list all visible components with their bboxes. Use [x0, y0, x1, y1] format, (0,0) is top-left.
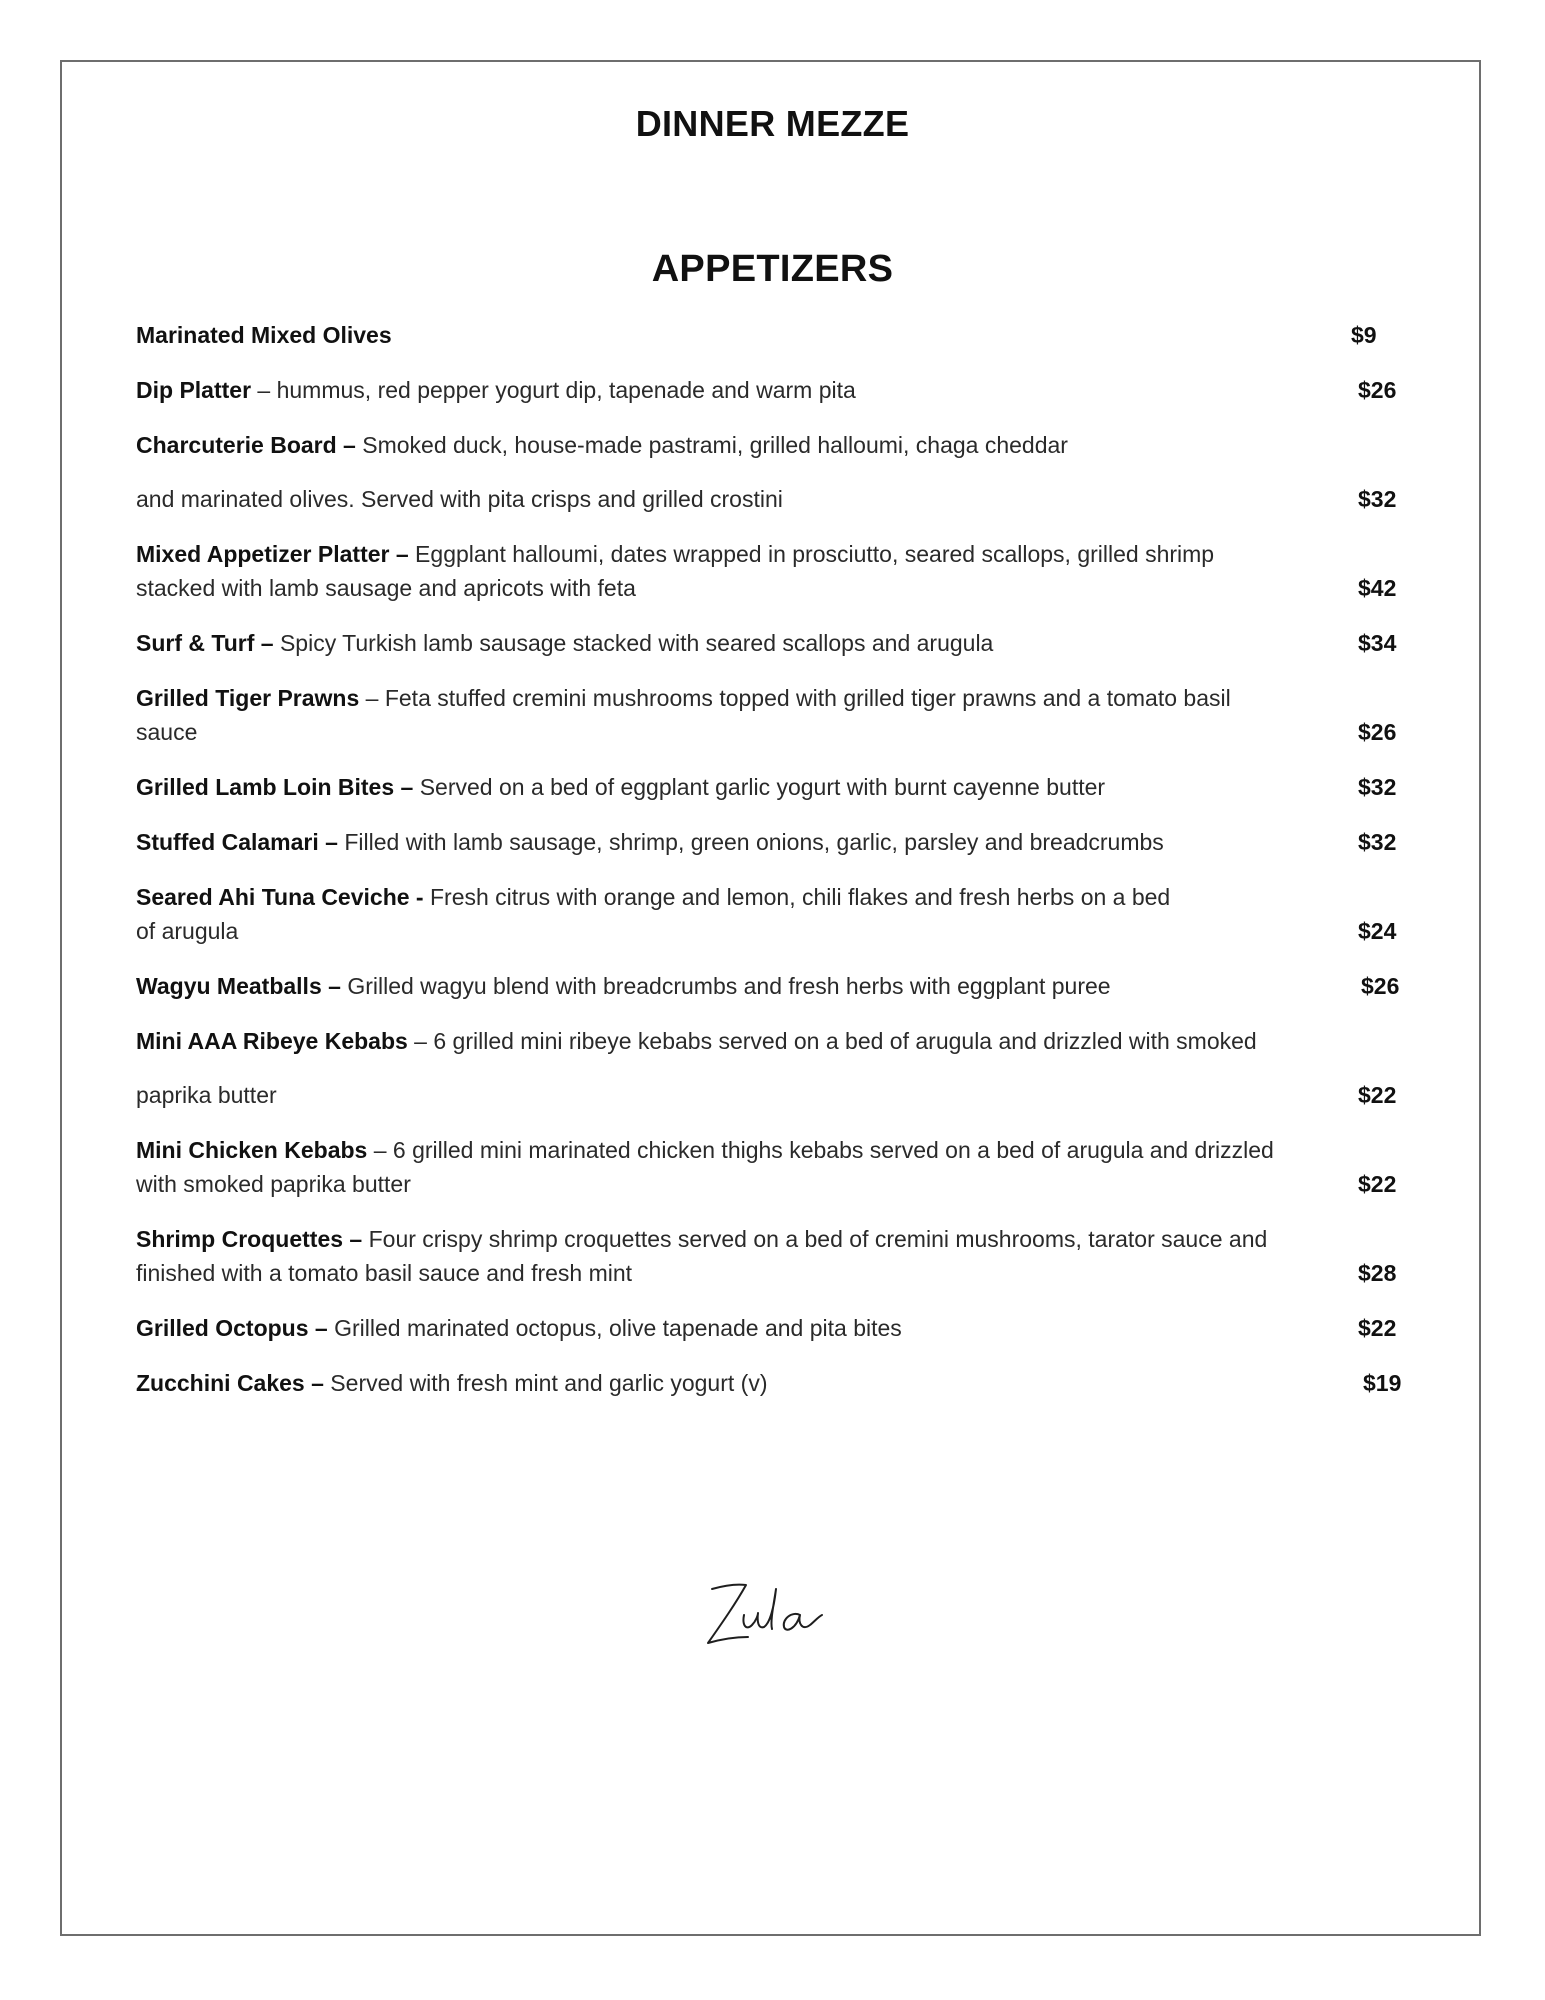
- item-name: Wagyu Meatballs –: [136, 973, 341, 999]
- item-name: Dip Platter: [136, 377, 252, 403]
- item-description: – 6 grilled mini marinated chicken thighs kebabs served on a bed of arugula and drizzled: [367, 1137, 1274, 1163]
- item-name: Mixed Appetizer Platter –: [136, 541, 409, 567]
- item-name: Zucchini Cakes –: [136, 1370, 324, 1396]
- menu-title: DINNER MEZZE: [635, 103, 910, 144]
- item-description-continued: with smoked paprika butter: [136, 1171, 411, 1197]
- item-price: $26: [1361, 973, 1400, 999]
- item-description: Fresh citrus with orange and lemon, chili flakes and fresh herbs on a bed: [423, 884, 1171, 910]
- item-description: Four crispy shrimp croquettes served on a bed of cremini mushrooms, tarator sauce and: [362, 1226, 1268, 1252]
- item-description-continued: finished with a tomato basil sauce and fresh mint: [136, 1260, 633, 1286]
- item-name: Grilled Tiger Prawns: [136, 685, 360, 711]
- item-name: Surf & Turf –: [136, 630, 274, 656]
- item-description: Eggplant halloumi, dates wrapped in prosciutto, seared scallops, grilled shrimp: [408, 541, 1215, 567]
- zula-signature-logo: [700, 1575, 840, 1655]
- item-name: Grilled Octopus –: [136, 1315, 328, 1341]
- item-price: $32: [1358, 486, 1397, 512]
- item-name: Mini Chicken Kebabs: [136, 1137, 368, 1163]
- item-description: – hummus, red pepper yogurt dip, tapenade and warm pita: [251, 377, 856, 403]
- item-price: $28: [1358, 1260, 1397, 1286]
- item-price: $19: [1363, 1370, 1402, 1396]
- item-price: $24: [1358, 918, 1397, 944]
- item-description: Grilled marinated octopus, olive tapenade and pita bites: [327, 1315, 902, 1341]
- item-description: Filled with lamb sausage, shrimp, green onions, garlic, parsley and breadcrumbs: [337, 829, 1164, 855]
- item-description-continued: sauce: [136, 719, 198, 745]
- item-description: Smoked duck, house-made pastrami, grilled halloumi, chaga cheddar: [355, 432, 1068, 458]
- item-description: Served on a bed of eggplant garlic yogurt with burnt cayenne butter: [413, 774, 1106, 800]
- item-description-continued: stacked with lamb sausage and apricots with feta: [136, 575, 636, 601]
- item-description: Grilled wagyu blend with breadcrumbs and fresh herbs with eggplant puree: [340, 973, 1111, 999]
- item-name: Seared Ahi Tuna Ceviche -: [136, 884, 424, 910]
- item-price: $22: [1358, 1315, 1397, 1341]
- item-name: Charcuterie Board –: [136, 432, 356, 458]
- item-price: $26: [1358, 719, 1397, 745]
- item-description-continued: and marinated olives. Served with pita crisps and grilled crostini: [136, 486, 783, 512]
- item-price: $42: [1358, 575, 1397, 601]
- item-description-continued: paprika butter: [136, 1082, 277, 1108]
- item-price: $34: [1358, 630, 1397, 656]
- item-description: – 6 grilled mini ribeye kebabs served on a bed of arugula and drizzled with smoked: [407, 1028, 1257, 1054]
- section-title: APPETIZERS: [651, 248, 894, 290]
- item-name: Grilled Lamb Loin Bites –: [136, 774, 414, 800]
- item-price: $26: [1358, 377, 1397, 403]
- item-price: $22: [1358, 1082, 1397, 1108]
- item-description: – Feta stuffed cremini mushrooms topped with grilled tiger prawns and a tomato basil: [359, 685, 1231, 711]
- item-price: $32: [1358, 829, 1397, 855]
- item-description: Served with fresh mint and garlic yogurt (v): [323, 1370, 768, 1396]
- item-price: $9: [1351, 322, 1377, 348]
- item-description: Spicy Turkish lamb sausage stacked with seared scallops and arugula: [273, 630, 994, 656]
- item-name: Marinated Mixed Olives: [136, 322, 392, 348]
- item-name: Mini AAA Ribeye Kebabs: [136, 1028, 408, 1054]
- item-description-continued: of arugula: [136, 918, 239, 944]
- item-name: Shrimp Croquettes –: [136, 1226, 363, 1252]
- item-name: Stuffed Calamari –: [136, 829, 338, 855]
- item-price: $32: [1358, 774, 1397, 800]
- item-price: $22: [1358, 1171, 1397, 1197]
